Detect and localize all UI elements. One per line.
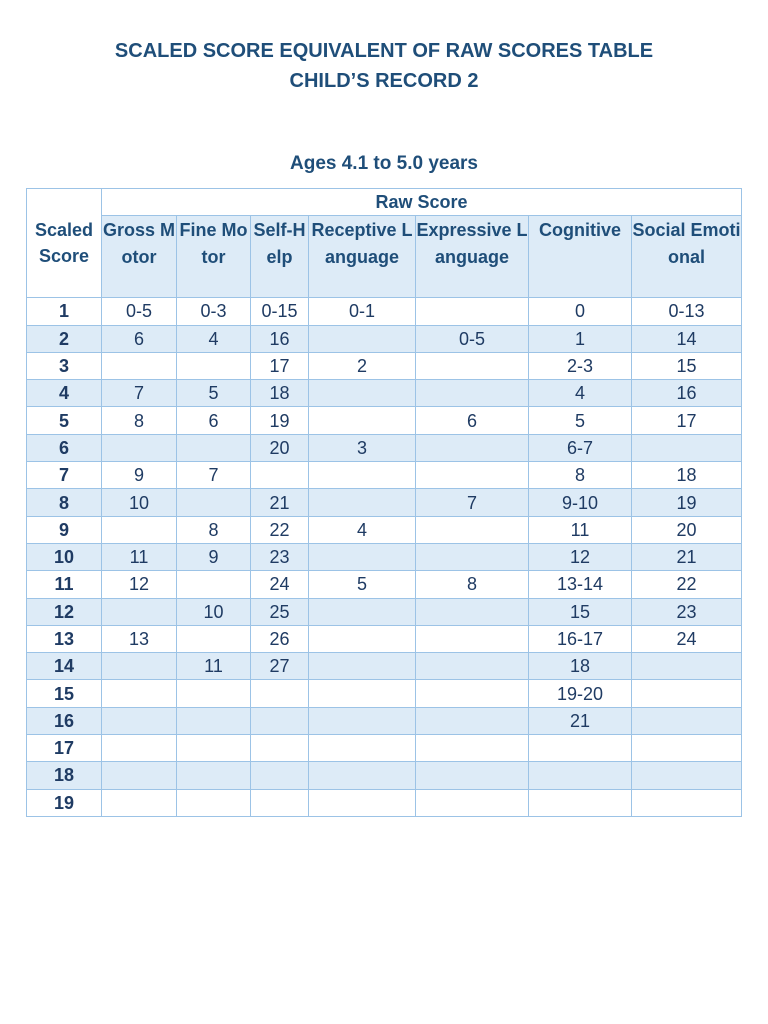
- raw-score-cell-self-help: 20: [251, 434, 309, 461]
- raw-score-cell-cognitive: 1: [529, 325, 632, 352]
- raw-score-cell-cognitive: 11: [529, 516, 632, 543]
- raw-score-cell-self-help: 0-15: [251, 298, 309, 325]
- raw-score-cell-cognitive: 0: [529, 298, 632, 325]
- raw-score-cell-fine-motor: [177, 762, 251, 789]
- raw-score-cell-expressive-language: [416, 298, 529, 325]
- table-row: [27, 707, 742, 734]
- table-row: [27, 462, 742, 489]
- scaled-score-cell: 10: [27, 543, 102, 570]
- raw-score-cell-self-help: 17: [251, 352, 309, 379]
- raw-score-cell-cognitive: 16-17: [529, 625, 632, 652]
- raw-score-cell-gross-motor: 6: [102, 325, 177, 352]
- raw-score-cell-cognitive: 8: [529, 462, 632, 489]
- scaled-score-cell: 8: [27, 489, 102, 516]
- raw-score-cell-gross-motor: [102, 434, 177, 461]
- raw-score-cell-social-emotional: [632, 762, 742, 789]
- raw-score-cell-gross-motor: [102, 735, 177, 762]
- raw-score-cell-self-help: 22: [251, 516, 309, 543]
- raw-score-cell-receptive-language: [309, 680, 416, 707]
- page-title: SCALED SCORE EQUIVALENT OF RAW SCORES TABLE: [114, 40, 654, 62]
- table-body: [27, 298, 742, 817]
- raw-score-cell-receptive-language: [309, 625, 416, 652]
- scaled-score-cell: 7: [27, 462, 102, 489]
- raw-score-cell-social-emotional: 16: [632, 380, 742, 407]
- raw-score-cell-fine-motor: [177, 352, 251, 379]
- raw-score-cell-receptive-language: 4: [309, 516, 416, 543]
- raw-score-cell-gross-motor: [102, 707, 177, 734]
- raw-score-cell-fine-motor: 10: [177, 598, 251, 625]
- raw-score-cell-social-emotional: [632, 735, 742, 762]
- raw-score-cell-self-help: 23: [251, 543, 309, 570]
- raw-score-cell-fine-motor: 6: [177, 407, 251, 434]
- scaled-score-cell: 4: [27, 380, 102, 407]
- table-row: [27, 571, 742, 598]
- raw-score-cell-receptive-language: [309, 407, 416, 434]
- raw-score-cell-fine-motor: 5: [177, 380, 251, 407]
- scaled-score-cell: 5: [27, 407, 102, 434]
- scaled-score-cell: 18: [27, 762, 102, 789]
- raw-score-cell-social-emotional: 23: [632, 598, 742, 625]
- column-header-expressive-language: Expressive Language: [416, 216, 529, 298]
- table-row: [27, 516, 742, 543]
- raw-score-cell-self-help: 26: [251, 625, 309, 652]
- table-row: [27, 352, 742, 379]
- raw-score-cell-fine-motor: 4: [177, 325, 251, 352]
- raw-score-cell-receptive-language: [309, 489, 416, 516]
- age-range-subtitle: Ages 4.1 to 5.0 years: [290, 153, 478, 174]
- table-row: [27, 298, 742, 325]
- table-row: [27, 680, 742, 707]
- raw-score-cell-fine-motor: 0-3: [177, 298, 251, 325]
- scaled-score-table: [26, 188, 742, 817]
- scaled-score-cell: 9: [27, 516, 102, 543]
- raw-score-cell-fine-motor: 7: [177, 462, 251, 489]
- scaled-score-cell: 2: [27, 325, 102, 352]
- table-row: [27, 625, 742, 652]
- raw-score-cell-social-emotional: [632, 434, 742, 461]
- raw-score-cell-cognitive: 6-7: [529, 434, 632, 461]
- raw-score-cell-expressive-language: [416, 516, 529, 543]
- raw-score-cell-gross-motor: [102, 653, 177, 680]
- raw-score-cell-receptive-language: [309, 653, 416, 680]
- raw-score-cell-gross-motor: [102, 598, 177, 625]
- raw-score-cell-fine-motor: [177, 735, 251, 762]
- raw-score-cell-gross-motor: 13: [102, 625, 177, 652]
- raw-score-cell-cognitive: 12: [529, 543, 632, 570]
- table-row: [27, 653, 742, 680]
- raw-score-cell-social-emotional: 22: [632, 571, 742, 598]
- table-row: [27, 598, 742, 625]
- raw-score-cell-self-help: 25: [251, 598, 309, 625]
- column-header-self-help: Self-Help: [251, 216, 309, 298]
- table-row: [27, 789, 742, 816]
- raw-score-cell-expressive-language: [416, 598, 529, 625]
- raw-score-cell-fine-motor: [177, 625, 251, 652]
- table-row: [27, 735, 742, 762]
- raw-score-cell-receptive-language: [309, 380, 416, 407]
- raw-score-cell-self-help: 24: [251, 571, 309, 598]
- raw-score-cell-cognitive: 5: [529, 407, 632, 434]
- raw-score-cell-social-emotional: 17: [632, 407, 742, 434]
- raw-score-cell-expressive-language: 6: [416, 407, 529, 434]
- scaled-score-cell: 13: [27, 625, 102, 652]
- raw-score-cell-fine-motor: [177, 434, 251, 461]
- raw-score-cell-self-help: [251, 735, 309, 762]
- raw-score-cell-social-emotional: 14: [632, 325, 742, 352]
- raw-score-cell-self-help: 19: [251, 407, 309, 434]
- raw-score-cell-social-emotional: [632, 789, 742, 816]
- raw-score-cell-social-emotional: 19: [632, 489, 742, 516]
- raw-score-cell-gross-motor: 9: [102, 462, 177, 489]
- raw-score-cell-cognitive: 9-10: [529, 489, 632, 516]
- column-header-gross-motor: Gross Motor: [102, 216, 177, 298]
- raw-score-cell-cognitive: 19-20: [529, 680, 632, 707]
- raw-score-cell-receptive-language: 2: [309, 352, 416, 379]
- raw-score-cell-expressive-language: [416, 680, 529, 707]
- raw-score-cell-self-help: 18: [251, 380, 309, 407]
- column-header-cognitive: Cognitive: [529, 216, 632, 298]
- raw-score-header: Raw Score: [102, 189, 742, 216]
- raw-score-cell-expressive-language: 8: [416, 571, 529, 598]
- raw-score-cell-expressive-language: [416, 543, 529, 570]
- raw-score-cell-cognitive: 4: [529, 380, 632, 407]
- raw-score-cell-expressive-language: [416, 380, 529, 407]
- raw-score-cell-gross-motor: 10: [102, 489, 177, 516]
- raw-score-cell-receptive-language: [309, 707, 416, 734]
- scaled-score-cell: 3: [27, 352, 102, 379]
- raw-score-cell-self-help: [251, 680, 309, 707]
- raw-score-cell-expressive-language: [416, 434, 529, 461]
- scaled-score-cell: 19: [27, 789, 102, 816]
- raw-score-cell-expressive-language: [416, 462, 529, 489]
- raw-score-cell-cognitive: 18: [529, 653, 632, 680]
- raw-score-cell-fine-motor: 11: [177, 653, 251, 680]
- raw-score-cell-expressive-language: [416, 762, 529, 789]
- raw-score-cell-fine-motor: [177, 680, 251, 707]
- raw-score-cell-gross-motor: [102, 680, 177, 707]
- raw-score-cell-self-help: [251, 707, 309, 734]
- raw-score-cell-receptive-language: 5: [309, 571, 416, 598]
- raw-score-cell-cognitive: 13-14: [529, 571, 632, 598]
- raw-score-cell-expressive-language: [416, 352, 529, 379]
- column-header-receptive-language: Receptive Language: [309, 216, 416, 298]
- raw-score-cell-receptive-language: [309, 735, 416, 762]
- page-title-record: CHILD’S RECORD 2: [289, 70, 479, 92]
- raw-score-cell-expressive-language: [416, 707, 529, 734]
- raw-score-cell-social-emotional: 0-13: [632, 298, 742, 325]
- scaled-score-cell: 1: [27, 298, 102, 325]
- raw-score-cell-expressive-language: [416, 789, 529, 816]
- raw-score-cell-social-emotional: 20: [632, 516, 742, 543]
- raw-score-cell-expressive-language: [416, 735, 529, 762]
- scaled-score-header: Scaled Score: [27, 189, 102, 298]
- raw-score-cell-self-help: 27: [251, 653, 309, 680]
- raw-score-cell-expressive-language: 7: [416, 489, 529, 516]
- raw-score-cell-receptive-language: [309, 462, 416, 489]
- raw-score-cell-cognitive: [529, 735, 632, 762]
- raw-score-cell-expressive-language: [416, 653, 529, 680]
- raw-score-cell-gross-motor: [102, 352, 177, 379]
- raw-score-cell-social-emotional: [632, 680, 742, 707]
- raw-score-cell-receptive-language: 0-1: [309, 298, 416, 325]
- scaled-score-cell: 16: [27, 707, 102, 734]
- raw-score-cell-self-help: 21: [251, 489, 309, 516]
- scaled-score-cell: 14: [27, 653, 102, 680]
- raw-score-cell-social-emotional: 15: [632, 352, 742, 379]
- raw-score-cell-social-emotional: 24: [632, 625, 742, 652]
- raw-score-cell-fine-motor: 8: [177, 516, 251, 543]
- raw-score-cell-self-help: [251, 462, 309, 489]
- raw-score-cell-expressive-language: 0-5: [416, 325, 529, 352]
- raw-score-cell-social-emotional: [632, 653, 742, 680]
- raw-score-cell-gross-motor: 12: [102, 571, 177, 598]
- raw-score-cell-gross-motor: [102, 762, 177, 789]
- raw-score-cell-receptive-language: [309, 598, 416, 625]
- raw-score-cell-fine-motor: [177, 571, 251, 598]
- column-header-social-emotional: Social Emotional: [632, 216, 742, 298]
- raw-score-cell-fine-motor: [177, 707, 251, 734]
- raw-score-cell-cognitive: 2-3: [529, 352, 632, 379]
- table-row: [27, 380, 742, 407]
- raw-score-cell-social-emotional: [632, 707, 742, 734]
- raw-score-cell-receptive-language: [309, 789, 416, 816]
- raw-score-cell-social-emotional: 18: [632, 462, 742, 489]
- raw-score-cell-gross-motor: 0-5: [102, 298, 177, 325]
- raw-score-cell-expressive-language: [416, 625, 529, 652]
- raw-score-cell-receptive-language: [309, 543, 416, 570]
- table-row: [27, 489, 742, 516]
- table-row: [27, 407, 742, 434]
- raw-score-cell-self-help: [251, 762, 309, 789]
- table-row: [27, 762, 742, 789]
- domain-header-row: [27, 216, 742, 298]
- scaled-score-cell: 6: [27, 434, 102, 461]
- raw-score-cell-receptive-language: 3: [309, 434, 416, 461]
- column-header-fine-motor: Fine Motor: [177, 216, 251, 298]
- raw-score-cell-self-help: 16: [251, 325, 309, 352]
- scaled-score-cell: 12: [27, 598, 102, 625]
- raw-score-cell-gross-motor: 11: [102, 543, 177, 570]
- raw-score-cell-cognitive: [529, 789, 632, 816]
- raw-score-cell-fine-motor: 9: [177, 543, 251, 570]
- scaled-score-cell: 17: [27, 735, 102, 762]
- raw-score-cell-fine-motor: [177, 789, 251, 816]
- raw-score-cell-gross-motor: 8: [102, 407, 177, 434]
- table-row: [27, 434, 742, 461]
- raw-score-cell-cognitive: [529, 762, 632, 789]
- raw-score-cell-social-emotional: 21: [632, 543, 742, 570]
- raw-score-cell-fine-motor: [177, 489, 251, 516]
- table-row: [27, 543, 742, 570]
- scaled-score-cell: 11: [27, 571, 102, 598]
- scaled-score-cell: 15: [27, 680, 102, 707]
- raw-score-cell-gross-motor: [102, 789, 177, 816]
- raw-score-cell-self-help: [251, 789, 309, 816]
- raw-score-cell-cognitive: 21: [529, 707, 632, 734]
- raw-score-cell-gross-motor: 7: [102, 380, 177, 407]
- raw-score-cell-gross-motor: [102, 516, 177, 543]
- raw-score-cell-receptive-language: [309, 762, 416, 789]
- raw-score-cell-receptive-language: [309, 325, 416, 352]
- table-row: [27, 325, 742, 352]
- raw-score-cell-cognitive: 15: [529, 598, 632, 625]
